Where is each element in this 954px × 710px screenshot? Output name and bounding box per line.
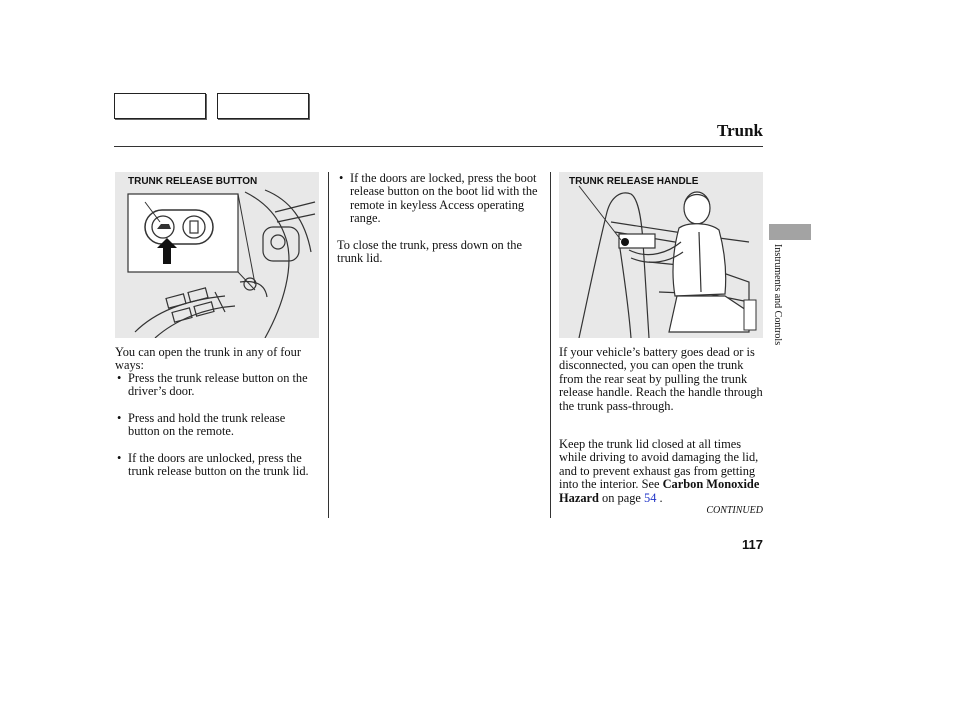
continued-label: CONTINUED — [706, 505, 763, 516]
bullet-dot: • — [117, 371, 122, 385]
page-number: 117 — [742, 537, 763, 552]
trunk-release-button-illustration — [115, 172, 319, 338]
trunk-release-button-figure — [115, 172, 319, 338]
nav-button-1[interactable] — [114, 93, 206, 119]
carbon-monoxide-reference: Carbon Monoxide Hazard — [559, 477, 760, 505]
section-tab — [769, 224, 811, 240]
bullet-text: If the doors are unlocked, press the trunk release button on the trunk lid. — [128, 451, 309, 479]
bullet-dot: • — [339, 171, 344, 185]
bullet-text: If the doors are locked, press the boot release button on the boot lid with the remote in keyless Access operating range. — [350, 171, 538, 226]
para2-end: . — [659, 490, 663, 505]
trunk-release-handle-figure — [559, 172, 763, 338]
col1-intro: You can open the trunk in any of four ways: — [115, 345, 301, 373]
bullet-dot: • — [117, 451, 122, 465]
trunk-release-button-label: TRUNK RELEASE BUTTON — [128, 176, 258, 187]
page-title: Trunk — [717, 121, 763, 140]
trunk-release-handle-label: TRUNK RELEASE HANDLE — [569, 176, 699, 187]
col3-paragraph-2 — [559, 438, 765, 505]
col2-close-text: To close the trunk, press down on the trunk lid. — [337, 238, 522, 266]
trunk-release-handle-illustration — [559, 172, 763, 338]
bullet-dot: • — [117, 411, 122, 425]
section-label: Instruments and Controls — [772, 244, 783, 346]
para2-mid: on page — [602, 490, 641, 505]
para2-prefix: Keep the trunk lid closed at all times while driving to avoid damaging the lid, and to prevent exhaust gas from getting into the interior. See — [559, 437, 759, 492]
bullet-text: Press and hold the trunk release button on the remote. — [128, 411, 286, 439]
column-divider-2 — [550, 172, 551, 518]
col3-paragraph-1: If your vehicle’s battery goes dead or is disconnected, you can open the trunk from the rear seat by pulling the trunk release handle. Reach the handle through the trunk pass-through. — [559, 345, 763, 413]
header-rule — [114, 146, 763, 147]
page-54-link[interactable]: 54 — [644, 490, 657, 505]
bullet-text: Press the trunk release button on the driver’s door. — [128, 371, 308, 399]
column-divider-1 — [328, 172, 329, 518]
nav-button-2[interactable] — [217, 93, 309, 119]
